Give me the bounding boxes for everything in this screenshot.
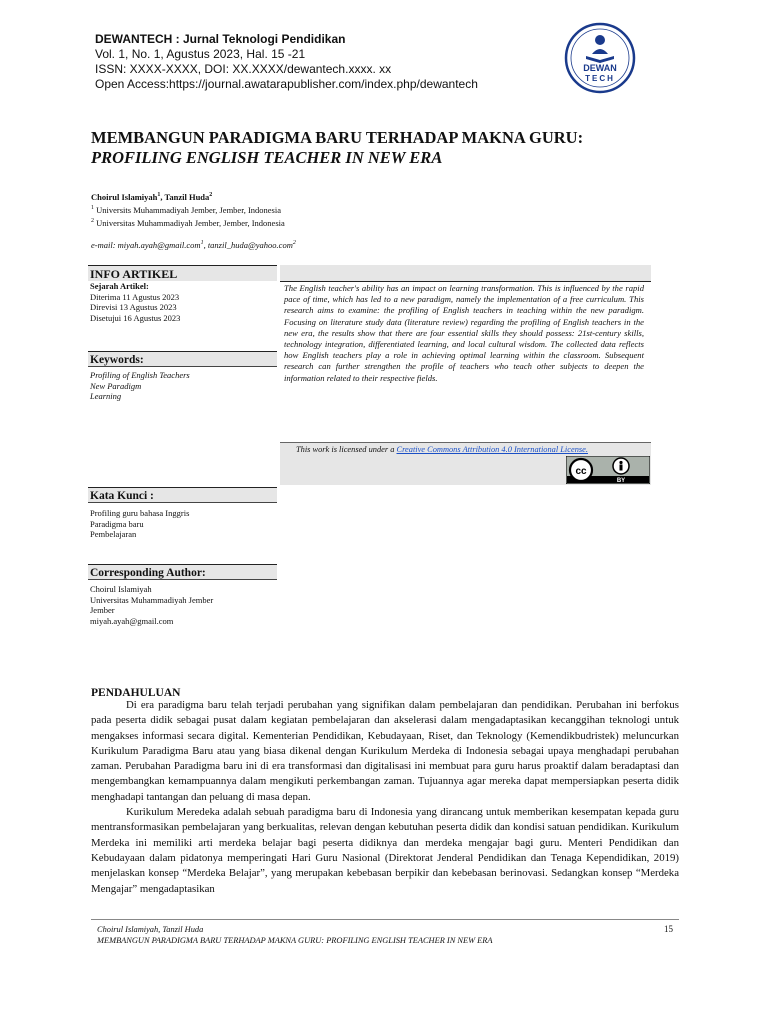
logo-word-1: DEWAN — [583, 63, 617, 73]
kata-kunci-item: Profiling guru bahasa Inggris — [90, 508, 190, 518]
article-title — [91, 128, 691, 168]
author-2: Tanzil Huda — [164, 191, 210, 202]
journal-logo — [564, 22, 636, 94]
badge-by-text: BY — [616, 478, 626, 484]
kata-kunci-item: Pembelajaran — [90, 529, 137, 539]
footer-authors: Choirul Islamiyah, Tanzil Huda — [97, 925, 204, 934]
journal-name: DEWANTECH : Jurnal Teknologi Pendidikan — [95, 32, 346, 46]
corresponding-email[interactable]: miyah.ayah@gmail.com — [90, 615, 174, 626]
affiliation-2: $^2$ Universitas Muhammadiyah Jember, Jember, Indonesia — [91, 217, 285, 228]
kata-kunci-list — [90, 508, 275, 540]
corresponding-heading: Corresponding Author: — [88, 564, 277, 580]
cc-by-badge[interactable] — [566, 456, 650, 484]
corresponding-institution: Universitas Muhammadiyah Jember — [90, 594, 214, 605]
email-2[interactable]: tanzil_huda@yahoo.com — [207, 240, 293, 251]
keyword-item: Learning — [90, 391, 122, 401]
keywords-heading: Keywords: — [88, 351, 277, 367]
attribution-person-icon — [613, 458, 629, 474]
body-text — [91, 698, 679, 897]
abstract-text: The English teacher's ability has an impact on learning transformation. This is influenced by the rapid pace of time, which has led to a new paradigm, namely the implementation of a free curriculum. This research aims to examine: the profiling of English teachers in teaching within the new paradigm. Focusing on literature study data (literature review) regarding the profiling of English teachers in the new era, the results show that there are four essential skills they should possess: 21st-century skills, technology integration, differentiated learning, and local cultural wisdom. The collected data reflects how English teachers play a role in achieving optimal learning within the classroom. Subsequent research can further strengthen the profile of teachers who teach other subjects to deepen the information related to their respective fields. — [284, 283, 644, 383]
author-block — [91, 190, 591, 251]
keywords-list — [90, 370, 275, 402]
author-emails: e-mail: miyah.ayah@gmail.com$^1$, tanzil_huda@yahoo.com$^2$ — [91, 240, 296, 251]
issn-doi: ISSN: XXXX-XXXX, DOI: XX.XXXX/dewantech.xxxx. xx — [95, 62, 392, 76]
corresponding-details — [90, 584, 275, 626]
revised-date: Direvisi 13 Agustus 2023 — [90, 302, 177, 312]
license-link[interactable]: Creative Commons Attribution 4.0 International License. — [396, 445, 588, 454]
section-heading: PENDAHULUAN — [91, 687, 181, 699]
abstract-top-bar — [280, 265, 651, 281]
history-label: Sejarah Artikel: — [90, 281, 149, 291]
author-names: Choirul Islamiyah$^1$, Tanzil Huda$^2$ — [91, 191, 213, 202]
article-history — [90, 281, 275, 323]
info-artikel-heading: INFO ARTIKEL — [88, 265, 277, 281]
footer-divider — [91, 919, 679, 920]
title-line-1: MEMBANGUN PARADIGMA BARU TERHADAP MAKNA GURU: — [91, 128, 584, 147]
footer-title: MEMBANGUN PARADIGMA BARU TERHADAP MAKNA GURU: PROFILING ENGLISH TEACHER IN NEW ERA — [97, 936, 493, 945]
author-1-sup: 1 — [157, 192, 161, 198]
received-date: Diterima 11 Agustus 2023 — [90, 291, 180, 302]
title-line-2: PROFILING ENGLISH TEACHER IN NEW ERA — [91, 148, 443, 167]
logo-word-2: TECH — [585, 74, 615, 83]
volume-info: Vol. 1, No. 1, Agustus 2023, Hal. 15 -21 — [95, 47, 306, 61]
corresponding-city: Jember — [90, 605, 115, 615]
abstract-divider — [280, 281, 651, 282]
keyword-item: Profiling of English Teachers — [90, 370, 190, 380]
paragraph-2: Kurikulum Meredeka adalah sebuah paradigma baru di Indonesia yang dirancang untuk memberikan kesempatan kepada guru mentransformasikan pembelajaran yang berkualitas, relevan dengan kebutuhan peserta didik dan kondisi satuan pendidikan. Kurikulum Merdeka ini memiliki arti merdeka belajar bagi peserta didiknya dan merdeka mengajar bagi guru. Menteri Pendidikan dan Kebudayaan dalam pidatonya memperingati Hari Guru Nasional (Direktorat Jenderal Pendidikan dan Tenaga Kependidikan, 2019) menjelaskan konsep “Merdeka Belajar”, yang merupakan kebebasan berpikir dan kebebasan berinovasi. Sedangkan konsep “Merdeka Mengajar” mengadaptasikan — [91, 806, 679, 895]
journal-header — [95, 32, 545, 92]
open-access-link[interactable]: Open Access:https://journal.awatarapublisher.com/index.php/dewantech — [95, 77, 478, 91]
corresponding-name: Choirul Islamiyah — [90, 584, 152, 594]
creative-commons-icon — [570, 459, 592, 481]
keyword-item: New Paradigm — [90, 380, 142, 391]
kata-kunci-item: Paradigma baru — [90, 518, 144, 529]
kata-kunci-heading: Kata Kunci : — [88, 487, 277, 503]
affiliation-1: $^1$ Universits Muhammadiyah Jember, Jember, Indonesia — [91, 204, 281, 215]
license-text: This work is licensed under a Creative Commons Attribution 4.0 International License. — [296, 445, 588, 454]
running-footer — [97, 924, 617, 946]
paragraph-1: Di era paradigma baru telah terjadi perubahan yang signifikan dalam pembelajaran dan pendidikan. Perubahan ini berfokus pada peserta didik sebagai pusat dalam kegiatan pembelajaran dan akselerasi dalam mengadaptasikan kecanggihan teknologi untuk mengakses informasi secara digital. Kementerian Pendidikan, Kebudayaan, Riset, dan Teknology (Kemendikbudristek) meluncurkan Kurikulum Paradigma Baru atau yang biasa dikenal dengan Kurikulum Merdeka di Indonesia sebagai upaya menghadapi perubahan zaman. Perubahan Paradigma baru ini di era transformasi dan digitalisasi ini membuat para guru harus proaktif dalam beradaptasi dan mengembangkan kemampuannya dalam mengikuti perkembangan zaman. Tujuannya agar mereka dapat mempersiapkan peserta didik menghadapi tantangan dan peluang di masa depan. — [91, 699, 679, 803]
email-1[interactable]: miyah.ayah@gmail.com — [117, 240, 201, 251]
accepted-date: Disetujui 16 Agustus 2023 — [90, 312, 181, 323]
author-2-sup: 2 — [209, 192, 213, 198]
author-1: Choirul Islamiyah — [91, 191, 158, 202]
page-number: 15 — [664, 924, 673, 934]
svg-text:cc: cc — [575, 466, 587, 477]
